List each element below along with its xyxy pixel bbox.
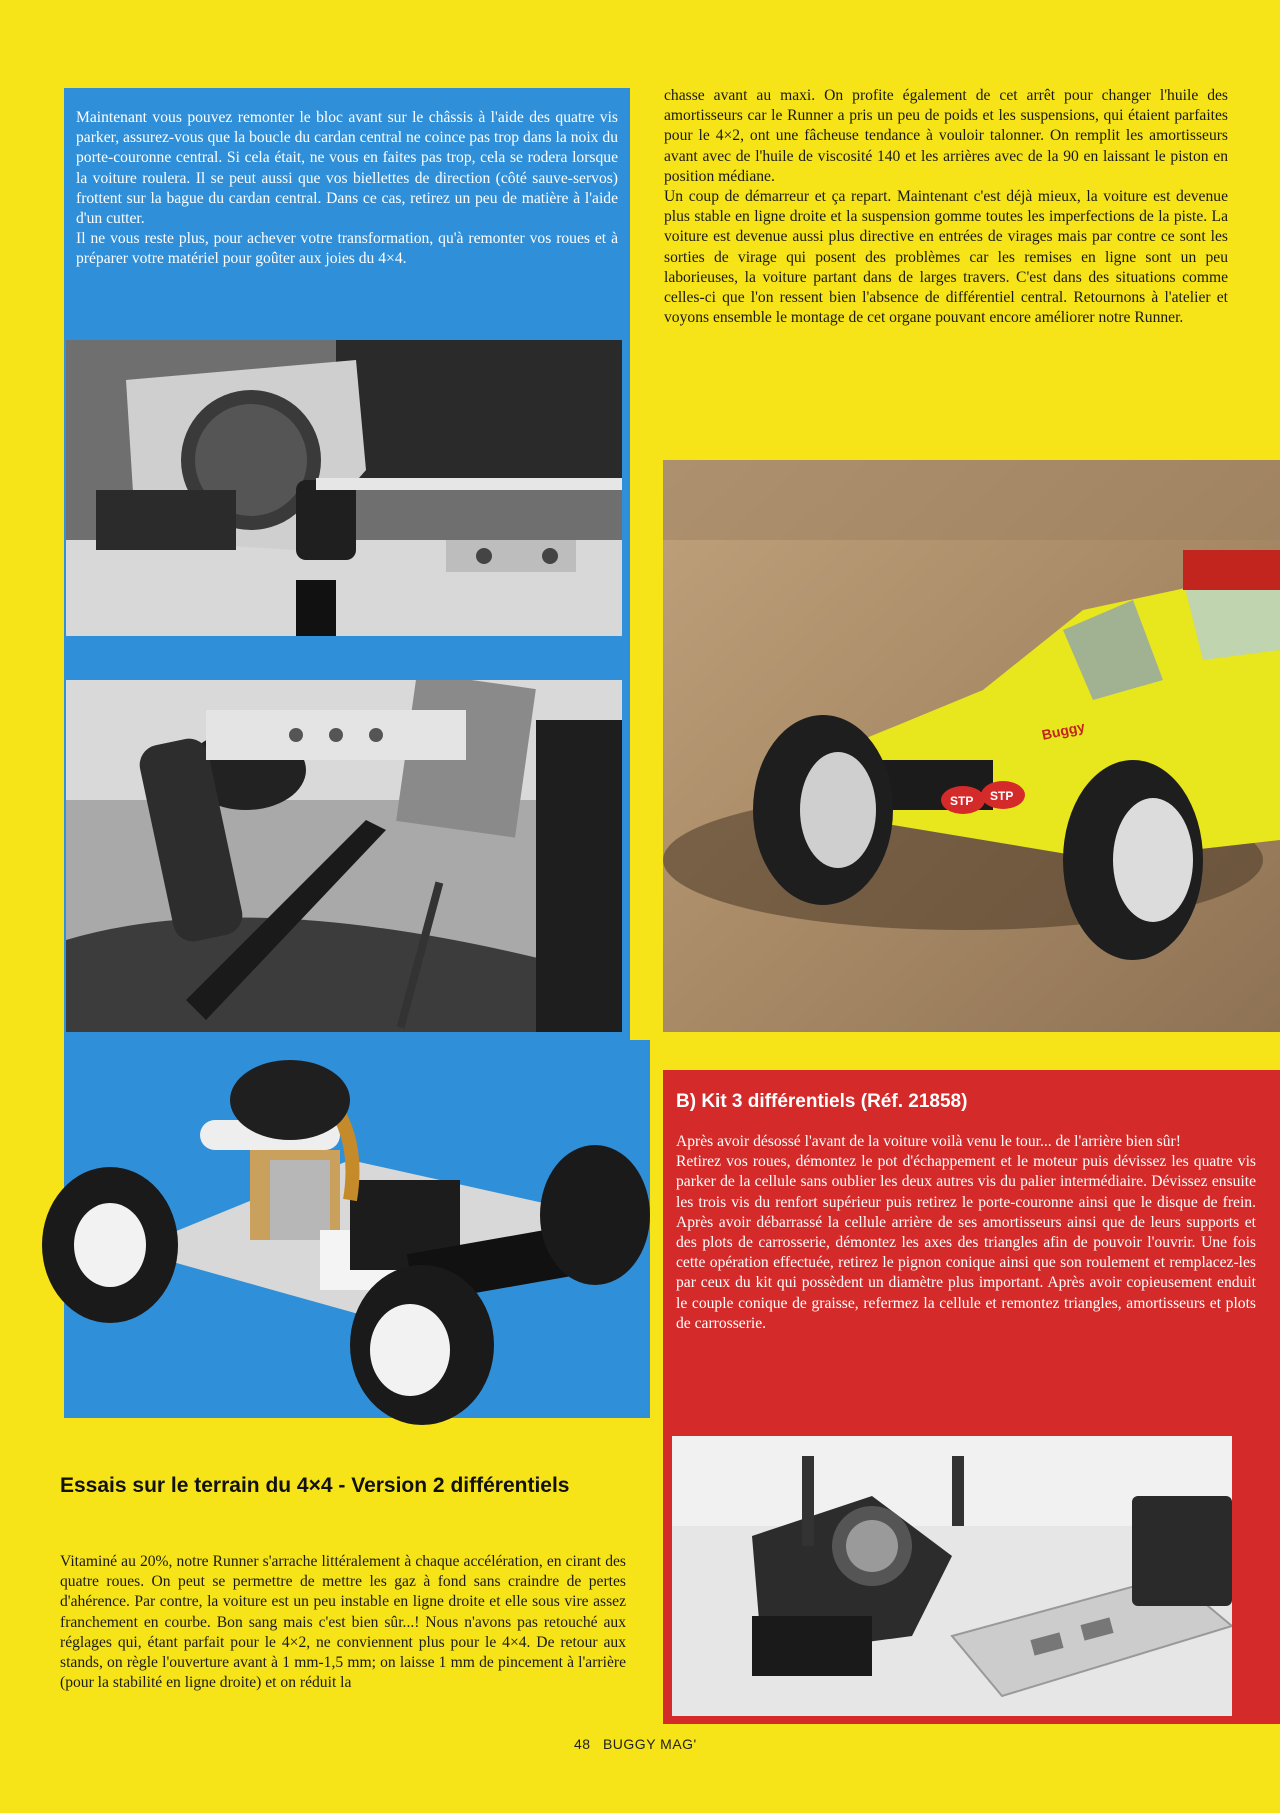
blue-paragraph-2: Il ne vous reste plus, pour achever votre transformation, qu'à remonter vos roues et à préparer votre matériel pour goûter aux joies du 4×4. [76,230,618,268]
photo-rear-chassis [672,1436,1232,1716]
red-box-title: B) Kit 3 différentiels (Réf. 21858) [676,1091,968,1112]
field-test-paragraph: Vitaminé au 20%, notre Runner s'arrache littéralement à chaque accélération, en cirant des quatre roues. On peut se permettre de mettre les gaz à fond sans craindre de pertes d'ahérence. Par contre, la voiture est un peu instable en ligne droite et elle sous vire assez franchement en courbe. Bon sang mais c'est bien sûr...! Nous n'avons pas retouché aux réglages qui, étant parfait pour le 4×2, ne conviennent plus pour le 4×4. De retour aux stands, on règle l'ouverture avant à 1 mm-1,5 mm; on laisse 1 mm de pincement à l'arrière (pour la stabilité en ligne droite) et on réduit la [60,1553,626,1692]
buggy-decal: Buggy [1040,718,1087,743]
page-footer [574,1736,697,1752]
photo-chassis-engine [20,1040,650,1430]
wheel-right-front [540,1145,650,1285]
blue-box-text [76,108,618,270]
red-box-text [676,1132,1256,1334]
right-column-text [664,86,1228,328]
blue-paragraph-1: Maintenant vous pouvez remonter le bloc avant sur le châssis à l'aide des quatre vis parker, assurez-vous que la boucle du cardan central ne coince pas trop dans la noix du porte-couronne central. Si cela était, ne vous en faites pas trop, cela se rodera lorsque la voiture roulera. Il se peut aussi que vos biellettes de direction (côté sauve-servos) frottent sur la bague du cardan central. Dans ce cas, retirez un peu de matière à l'aide d'un cutter. [76,109,618,228]
stp-decal-2: STP [990,789,1014,803]
red-paragraph-1: Après avoir désossé l'avant de la voiture voilà venu le tour... de l'arrière bien sûr! [676,1133,1181,1150]
section-title-field-test: Essais sur le terrain du 4×4 - Version 2 différentiels [60,1474,570,1497]
page-number: 48 [574,1736,591,1752]
photo-front-suspension [66,680,622,1032]
stp-decal-1: STP [950,794,974,808]
right-paragraph-2: Un coup de démarreur et ça repart. Maintenant c'est déjà mieux, la voiture est devenue plus stable en ligne droite et la suspension gomme toutes les imperfections de la piste. La voiture est devenue aussi plus directive en entrées de virages mais par contre ce sont les sorties de virage qui posent des problèmes car les remises en ligne sont un peu laborieuses, la voiture partant dans de larges travers. C'est dans des situations comme celles-ci que l'on ressent bien l'absence de différentiel central. Retournons à l'atelier et voyons ensemble le montage de cet organe pouvant encore améliorer notre Runner. [664,188,1228,327]
buggy-rear-wheel [1063,760,1203,960]
photo-front-differential [66,340,622,636]
red-paragraph-2: Retirez vos roues, démontez le pot d'échappement et le moteur puis dévissez les quatre vis parker de la cellule sans oublier les deux autres vis du palier intermédiaire. Dévissez ensuite les trois vis du renfort supérieur puis retirez le porte-couronne ainsi que le disque de frein. Après avoir débarrassé la cellule arrière de ses amortisseurs ainsi que de leurs supports et des plots de carrosserie, démontez les axes des triangles afin de pouvoir l'ouvrir. Une fois cette opération effectuée, retirez le pignon conique ainsi que son roulement et remplacez-les par ceux du kit qui possèdent un diamètre plus important. Après avoir copieusement enduit le couple conique de graisse, refermez la cellule et remontez triangles, amortisseurs et plots de carrosserie. [676,1153,1256,1332]
wheel-left [42,1167,178,1323]
magazine-name: BUGGY MAG' [602,1736,697,1752]
buggy-front-wheel [753,715,893,905]
wheel-right-rear [350,1265,494,1425]
photo-buggy-on-track [663,460,1280,1032]
right-paragraph-1: chasse avant au maxi. On profite également de cet arrêt pour changer l'huile des amortisseurs car le Runner a pris un peu de poids et les suspensions, qui étaient parfaites pour le 4×2, ont une fâcheuse tendance à vouloir talonner. On remplit les amortisseurs avant avec de l'huile de viscosité 140 et les arrières avec de la 90 en laissant le piston en position médiane. [664,87,1228,185]
